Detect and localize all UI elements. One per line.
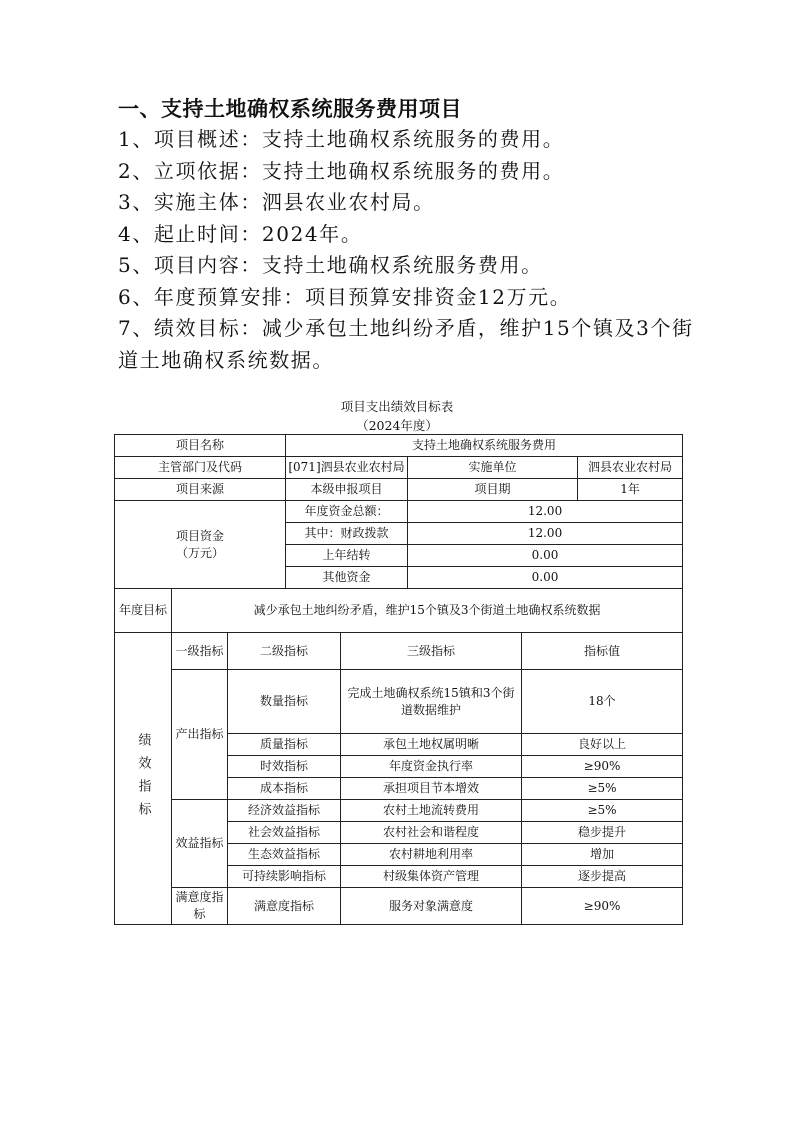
level3-cell: 承担项目节本增效 xyxy=(341,778,522,800)
funds-other-label: 其他资金 xyxy=(286,567,408,589)
table-row xyxy=(115,457,683,479)
level3-cell: 完成土地确权系统15镇和3个街道数据维护 xyxy=(341,670,522,734)
value-cell: 稳步提升 xyxy=(522,822,683,844)
level3-cell: 农村土地流转费用 xyxy=(341,800,522,822)
group-satisfaction-label: 满意度指标 xyxy=(172,888,228,925)
table-row xyxy=(115,479,683,501)
header-level3: 三级指标 xyxy=(341,633,522,670)
indicators-label: 绩效指标 xyxy=(115,633,172,925)
value-cell: 良好以上 xyxy=(522,734,683,756)
header-level2: 二级指标 xyxy=(228,633,341,670)
funds-label xyxy=(115,501,286,589)
level2-cell: 满意度指标 xyxy=(228,888,341,925)
item-period: 4、起止时间：2024年。 xyxy=(118,221,363,246)
level2-cell: 经济效益指标 xyxy=(228,800,341,822)
project-name-label: 项目名称 xyxy=(115,435,286,457)
impl-label: 实施单位 xyxy=(408,457,578,479)
header-level1: 一级指标 xyxy=(172,633,228,670)
level2-cell: 社会效益指标 xyxy=(228,822,341,844)
table-row xyxy=(115,589,683,633)
table-row xyxy=(115,888,683,925)
item-implementer: 3、实施主体：泗县农业农村局。 xyxy=(118,190,435,214)
funds-total-label: 年度资金总额： xyxy=(286,501,408,523)
table-row xyxy=(115,501,683,523)
performance-table xyxy=(114,434,683,925)
level2-cell: 生态效益指标 xyxy=(228,844,341,866)
header-value: 指标值 xyxy=(522,633,683,670)
level3-cell: 承包土地权属明晰 xyxy=(341,734,522,756)
table-row xyxy=(115,670,683,734)
source-label: 项目来源 xyxy=(115,479,286,501)
item-basis: 2、立项依据：支持土地确权系统服务的费用。 xyxy=(118,158,565,183)
value-cell: 增加 xyxy=(522,844,683,866)
table-row xyxy=(115,633,683,670)
level3-cell: 农村社会和谐程度 xyxy=(341,822,522,844)
level3-cell: 年度资金执行率 xyxy=(341,756,522,778)
level2-cell: 质量指标 xyxy=(228,734,341,756)
item-content: 5、项目内容：支持土地确权系统服务费用。 xyxy=(118,253,543,277)
level2-cell: 成本指标 xyxy=(228,778,341,800)
funds-carryover-value: 0.00 xyxy=(408,545,683,567)
annual-goal-label: 年度目标 xyxy=(115,589,172,633)
funds-fiscal-label: 其中：财政拨款 xyxy=(286,523,408,545)
value-cell: 18个 xyxy=(522,670,683,734)
level2-cell: 可持续影响指标 xyxy=(228,866,341,888)
level3-cell: 服务对象满意度 xyxy=(341,888,522,925)
item-list xyxy=(118,124,698,376)
section-heading: 一、支持土地确权系统服务费用项目 xyxy=(118,97,462,121)
group-benefit-label: 效益指标 xyxy=(172,800,228,888)
project-name-value: 支持土地确权系统服务费用 xyxy=(286,435,683,457)
period-value: 1年 xyxy=(578,479,683,501)
group-output-label: 产出指标 xyxy=(172,670,228,800)
funds-fiscal-value: 12.00 xyxy=(408,523,683,545)
level2-cell: 数量指标 xyxy=(228,670,341,734)
table-title: 项目支出绩效目标表 xyxy=(340,399,454,414)
dept-value: [071]泗县农业农村局 xyxy=(286,457,408,479)
period-label: 项目期 xyxy=(408,479,578,501)
funds-unit: （万元） xyxy=(175,545,224,560)
table-row xyxy=(115,435,683,457)
item-budget: 6、年度预算安排：项目预算安排资金12万元。 xyxy=(118,284,572,309)
funds-total-value: 12.00 xyxy=(408,501,683,523)
source-value: 本级申报项目 xyxy=(286,479,408,501)
value-cell: ≥90% xyxy=(522,756,683,778)
funds-carryover-label: 上年结转 xyxy=(286,545,408,567)
annual-goal-value: 减少承包土地纠纷矛盾，维护15个镇及3个街道土地确权系统数据 xyxy=(172,589,683,633)
level2-cell: 时效指标 xyxy=(228,756,341,778)
impl-value: 泗县农业农村局 xyxy=(578,457,683,479)
table-subtitle: （2024年度） xyxy=(356,418,438,433)
item-overview: 1、项目概述：支持土地确权系统服务的费用。 xyxy=(118,127,565,151)
item-goal: 7、绩效目标：减少承包土地纠纷矛盾，维护15个镇及3个街道土地确权系统数据。 xyxy=(118,316,694,372)
dept-label: 主管部门及代码 xyxy=(115,457,286,479)
funds-label-text: 项目资金 xyxy=(175,528,224,543)
level3-cell: 农村耕地利用率 xyxy=(341,844,522,866)
level3-cell: 村级集体资产管理 xyxy=(341,866,522,888)
value-cell: ≥5% xyxy=(522,800,683,822)
value-cell: ≥90% xyxy=(522,888,683,925)
value-cell: 逐步提高 xyxy=(522,866,683,888)
value-cell: ≥5% xyxy=(522,778,683,800)
funds-other-value: 0.00 xyxy=(408,567,683,589)
table-row xyxy=(115,800,683,822)
